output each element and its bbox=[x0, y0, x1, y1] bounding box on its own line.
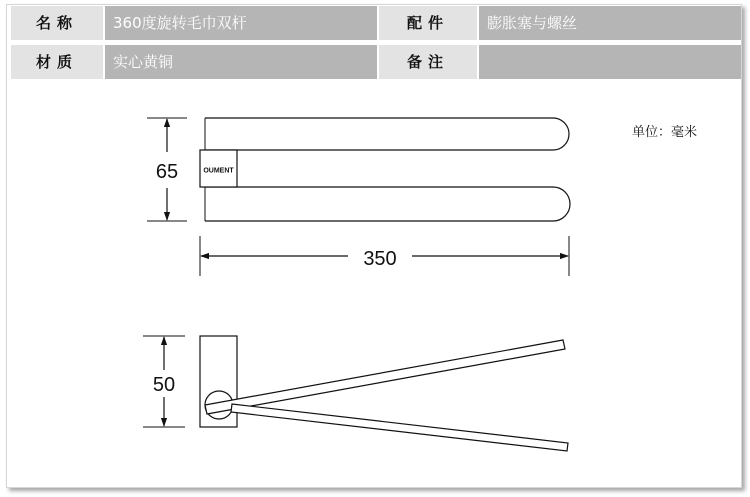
dim-65-label: 65 bbox=[155, 161, 179, 183]
material-label: 材质 bbox=[11, 45, 103, 79]
dim-50-label: 50 bbox=[152, 374, 176, 396]
side-lower-arm bbox=[231, 404, 568, 451]
material-value: 实心黄铜 bbox=[105, 45, 377, 79]
remarks-label: 备注 bbox=[379, 45, 477, 79]
side-upper-arm bbox=[205, 340, 565, 414]
dim-350-label: 350 bbox=[363, 248, 397, 270]
accessories-label: 配件 bbox=[379, 6, 477, 40]
accessories-value: 膨胀塞与螺丝 bbox=[479, 6, 741, 40]
front-top-bar bbox=[205, 118, 569, 150]
name-value: 360度旋转毛巾双杆 bbox=[105, 6, 377, 40]
front-bottom-bar bbox=[205, 187, 570, 221]
name-label: 名称 bbox=[11, 6, 103, 40]
mount-brand-text: OUMENT bbox=[203, 167, 234, 175]
unit-note: 单位：毫米 bbox=[632, 125, 698, 140]
